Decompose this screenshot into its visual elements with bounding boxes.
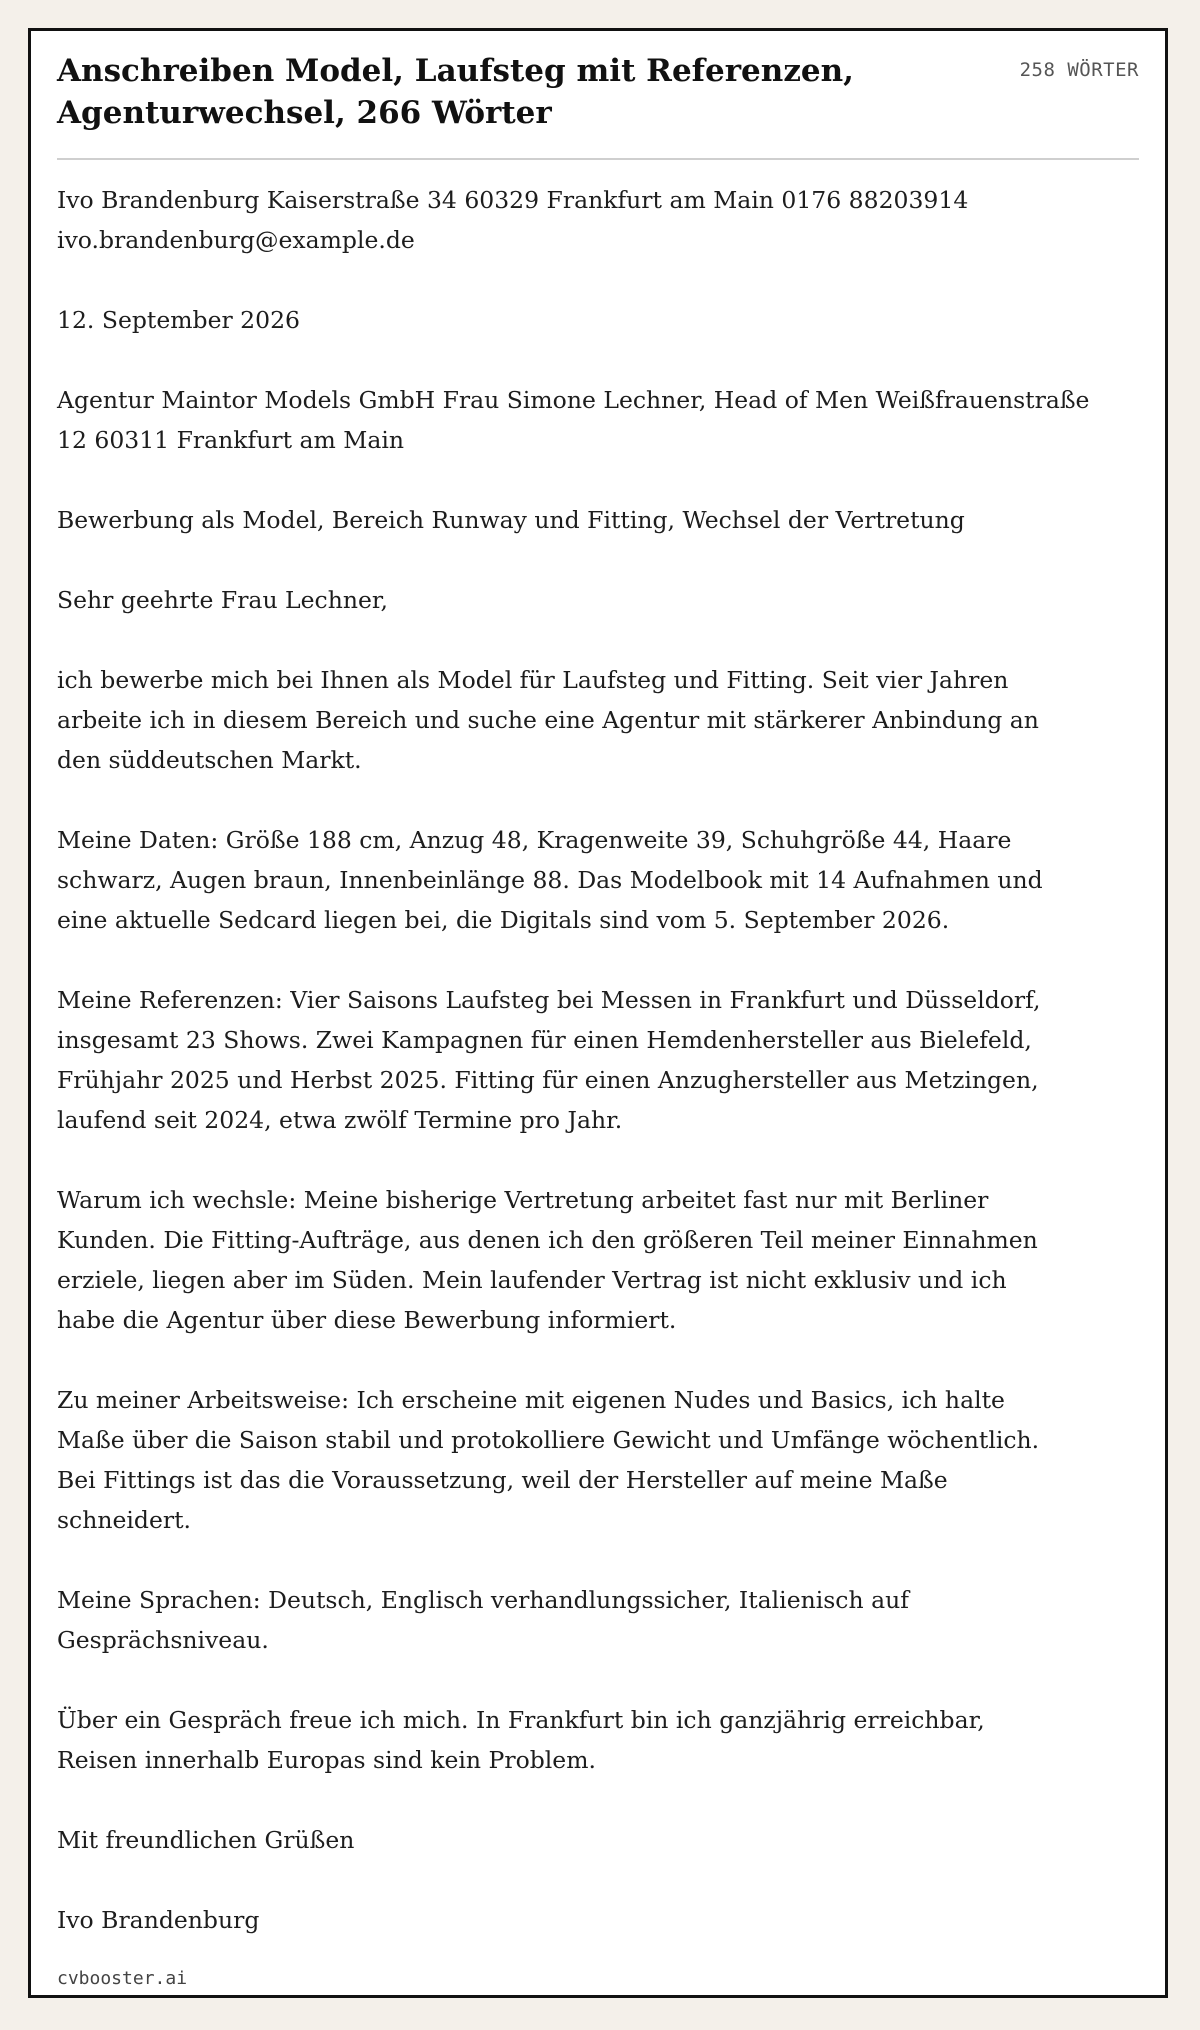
document-title: Anschreiben Model, Laufsteg mit Referenzen, Agenturwechsel, 266 Wörter: [57, 53, 854, 131]
letter-date: 12. September 2026: [57, 306, 300, 335]
body-paragraph-intro: ich bewerbe mich bei Ihnen als Model für Laufsteg und Fitting. Seit vier Jahren arbeite ich in diesem Bereich und suche eine Agentur mit stärkerer Anbindung an den süddeutschen Markt.: [57, 666, 1039, 775]
signature-name: Ivo Brandenburg: [57, 1906, 260, 1935]
recipient-address: Agentur Maintor Models GmbH Frau Simone Lechner, Head of Men Weißfrauenstraße 12 60311 Frankfurt am Main: [57, 386, 1090, 455]
body-paragraph-work-style: Zu meiner Arbeitsweise: Ich erscheine mit eigenen Nudes und Basics, ich halte Maße über die Saison stabil und protokolliere Gewicht und Umfänge wöchentlich. Bei Fittings ist das die Voraussetzung, weil der Hersteller auf meine Maße schneidert.: [57, 1386, 1040, 1535]
body-paragraph-data: Meine Daten: Größe 188 cm, Anzug 48, Kragenweite 39, Schuhgröße 44, Haare schwarz, Augen braun, Innenbeinlänge 88. Das Modelbook mit 14 Aufnahmen und eine aktuelle Sedcard liegen bei, die Digitals sind vom 5. September 2026.: [57, 826, 1043, 935]
body-paragraph-languages: Meine Sprachen: Deutsch, Englisch verhandlungssicher, Italienisch auf Gesprächsniveau.: [57, 1586, 909, 1655]
closing-phrase: Mit freundlichen Grüßen: [57, 1826, 355, 1855]
letter-subject: Bewerbung als Model, Bereich Runway und Fitting, Wechsel der Vertretung: [57, 506, 965, 535]
body-paragraph-references: Meine Referenzen: Vier Saisons Laufsteg bei Messen in Frankfurt und Düsseldorf, insgesamt 23 Shows. Zwei Kampagnen für einen Hemdenhersteller aus Bielefeld, Frühjahr 2025 und Herbst 2025. Fitting für einen Anzughersteller aus Metzingen, laufend seit 2024, etwa zwölf Termine pro Jahr.: [57, 986, 1041, 1135]
sender-address: Ivo Brandenburg Kaiserstraße 34 60329 Frankfurt am Main 0176 88203914 ivo.brandenburg@example.de: [57, 186, 969, 255]
salutation: Sehr geehrte Frau Lechner,: [57, 586, 389, 615]
body-paragraph-reason: Warum ich wechsle: Meine bisherige Vertretung arbeitet fast nur mit Berliner Kunden. Die Fitting-Aufträge, aus denen ich den größeren Teil meiner Einnahmen erziele, liegen aber im Süden. Mein laufender Vertrag ist nicht exklusiv und ich habe die Agentur über diese Bewerbung informiert.: [57, 1186, 1038, 1335]
letter-page: [28, 28, 1168, 1998]
word-count-label: 258 WÖRTER: [1019, 59, 1139, 81]
letter-body: [57, 160, 1139, 1940]
document-header: [57, 51, 1139, 160]
footer-brand: cvbooster.ai: [57, 1968, 188, 1989]
body-paragraph-closing: Über ein Gespräch freue ich mich. In Frankfurt bin ich ganzjährig erreichbar, Reisen innerhalb Europas sind kein Problem.: [57, 1706, 985, 1775]
